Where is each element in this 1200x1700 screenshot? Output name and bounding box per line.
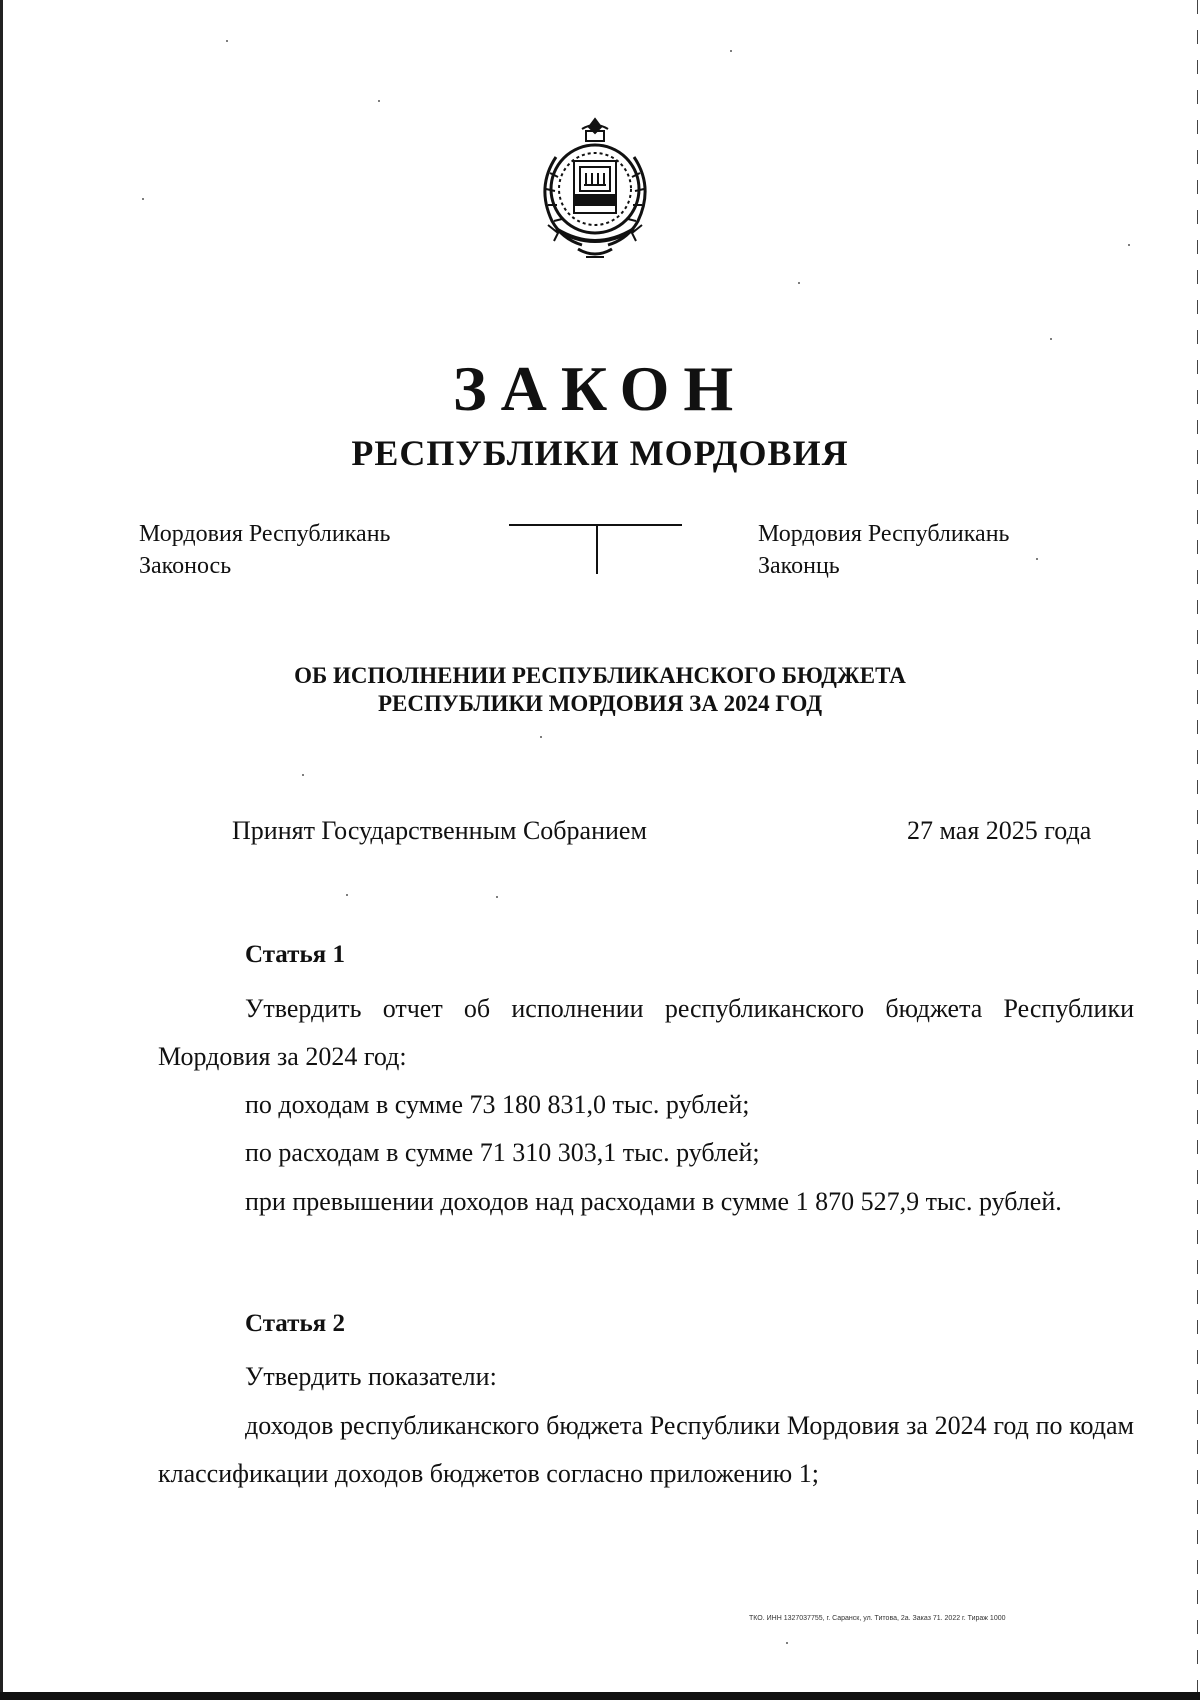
article-1-surplus: при превышении доходов над расходами в сумме 1 870 527,9 тыс. рублей. xyxy=(245,1187,1062,1216)
adoption-text: Принят Государственным Собранием xyxy=(232,816,647,845)
scan-speck xyxy=(540,736,542,738)
article-1-heading: Статья 1 xyxy=(245,941,345,968)
registration-mark-vertical xyxy=(596,524,598,574)
article-2-intro: Утвердить показатели: xyxy=(245,1362,497,1391)
mordovian-title-left xyxy=(139,518,390,582)
scan-speck xyxy=(142,198,144,200)
mordovian-title-left-line1: Мордовия Республикань xyxy=(139,521,391,547)
law-title: ЗАКОН xyxy=(452,353,748,424)
document-title xyxy=(0,662,1200,718)
scan-edge-left xyxy=(0,0,3,1700)
printing-info: ТКО. ИНН 1327037755, г. Саранск, ул. Титова, 2а. Заказ 71. 2022 г. Тираж 1000 xyxy=(749,1615,1006,1622)
scan-speck xyxy=(730,50,732,52)
scan-speck xyxy=(1036,558,1038,560)
scan-speck xyxy=(226,40,228,42)
article-1-income: по доходам в сумме 73 180 831,0 тыс. рублей; xyxy=(245,1090,750,1119)
scan-speck xyxy=(1128,244,1130,246)
mordovian-title-left-line2: Законось xyxy=(139,553,232,579)
article-2-item-1: доходов республиканского бюджета Республики Мордовия за 2024 год по кодам классификации доходов бюджетов согласно приложению 1; xyxy=(158,1411,1134,1488)
adoption-date: 27 мая 2025 года xyxy=(907,816,1092,845)
scan-edge-right xyxy=(1197,0,1198,1700)
law-subtitle: РЕСПУБЛИКИ МОРДОВИЯ xyxy=(351,433,849,473)
coat-of-arms-icon xyxy=(526,117,664,267)
article-1-expenses: по расходам в сумме 71 310 303,1 тыс. рублей; xyxy=(245,1138,760,1167)
document-title-line2: РЕСПУБЛИКИ МОРДОВИЯ ЗА 2024 ГОД xyxy=(377,691,823,716)
mordovian-title-right-line2: Законць xyxy=(758,553,840,579)
article-1-intro: Утвердить отчет об исполнении республиканского бюджета Республики Мордовия за 2024 год: xyxy=(158,994,1134,1071)
article-2-heading: Статья 2 xyxy=(245,1310,345,1337)
scan-speck xyxy=(786,1642,788,1644)
mordovian-title-right-line1: Мордовия Республикань xyxy=(758,521,1010,547)
scan-speck xyxy=(1050,338,1052,340)
scan-speck xyxy=(302,774,304,776)
scan-speck xyxy=(346,894,348,896)
scan-speck xyxy=(378,100,380,102)
mordovian-title-right xyxy=(758,518,1009,582)
scan-speck xyxy=(496,896,498,898)
scan-edge-bottom xyxy=(0,1692,1200,1700)
scan-speck xyxy=(798,282,800,284)
document-title-line1: ОБ ИСПОЛНЕНИИ РЕСПУБЛИКАНСКОГО БЮДЖЕТА xyxy=(294,663,906,688)
